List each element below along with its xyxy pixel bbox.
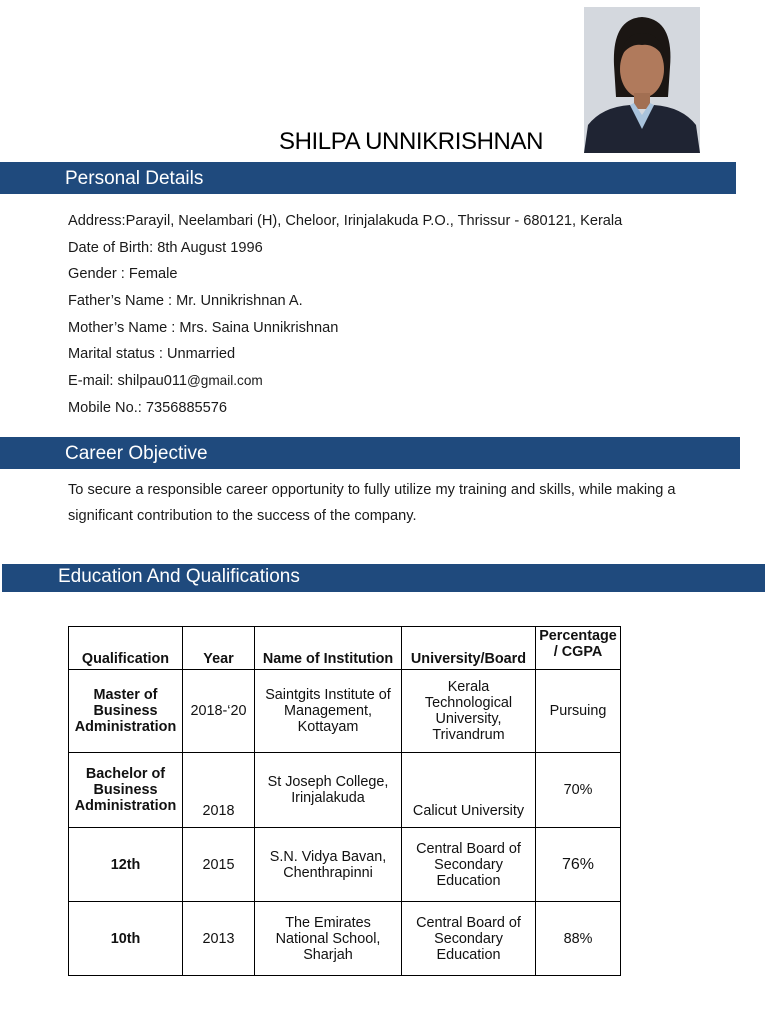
cell-score: 88%	[536, 902, 621, 976]
table-row	[69, 902, 621, 976]
cell-score: Pursuing	[536, 670, 621, 753]
cell-university: Central Board of Secondary Education	[402, 902, 536, 976]
email-domain: @gmail.com	[186, 373, 263, 389]
cell-qualification: Master of Business Administration	[69, 670, 183, 753]
email-text: E-mail: shilpau011	[68, 373, 187, 390]
cell-institution: St Joseph College, Irinjalakuda	[255, 753, 402, 828]
header-year: Year	[183, 627, 255, 670]
table-row	[69, 670, 621, 753]
cell-institution: S.N. Vidya Bavan, Chenthrapinni	[255, 828, 402, 902]
father-name-line: Father’s Name : Mr. Unnikrishnan A.	[68, 293, 303, 310]
cell-qualification: Bachelor of Business Administration	[69, 753, 183, 828]
table-row	[69, 753, 621, 828]
gender-line: Gender : Female	[68, 266, 178, 283]
cell-qualification: 10th	[69, 902, 183, 976]
section-header-personal-details: Personal Details	[0, 162, 736, 194]
education-table	[68, 626, 621, 976]
marital-status-line: Marital status : Unmarried	[68, 346, 236, 363]
section-header-education: Education And Qualifications	[2, 564, 765, 592]
cell-score: 76%	[536, 828, 621, 902]
section-header-career-objective: Career Objective	[0, 437, 740, 469]
cell-year: 2013	[183, 902, 255, 976]
cell-year: 2018	[183, 753, 255, 828]
cell-university: Central Board of Secondary Education	[402, 828, 536, 902]
table-header-row	[69, 627, 621, 670]
cell-institution: The Emirates National School, Sharjah	[255, 902, 402, 976]
cell-institution: Saintgits Institute of Management, Kottayam	[255, 670, 402, 753]
cell-qualification: 12th	[69, 828, 183, 902]
header-institution: Name of Institution	[255, 627, 402, 670]
candidate-name: SHILPA UNNIKRISHNAN	[278, 128, 544, 155]
dob-line: Date of Birth: 8th August 1996	[68, 239, 263, 256]
cell-year: 2015	[183, 828, 255, 902]
cell-university: Calicut University	[402, 753, 536, 828]
header-percentage: Percentage / CGPA	[536, 627, 621, 670]
address-line: Address:Parayil, Neelambari (H), Cheloor, Irinjalakuda P.O., Thrissur - 680121, Kerala	[68, 213, 623, 229]
career-objective-text: To secure a responsible career opportunity to fully utilize my training and skills, while making a significant contribution to the success of the company.	[68, 482, 676, 524]
mobile-line: Mobile No.: 7356885576	[68, 399, 228, 416]
table-row	[69, 828, 621, 902]
cell-score: 70%	[536, 753, 621, 828]
header-university: University/Board	[402, 627, 536, 670]
mother-name-line: Mother’s Name : Mrs. Saina Unnikrishnan	[68, 319, 339, 336]
email-line	[68, 368, 622, 395]
cell-year: 2018-‘20	[183, 670, 255, 753]
personal-details-list	[68, 208, 622, 422]
cell-university: Kerala Technological University, Trivandrum	[402, 670, 536, 753]
header-qualification: Qualification	[69, 627, 183, 670]
